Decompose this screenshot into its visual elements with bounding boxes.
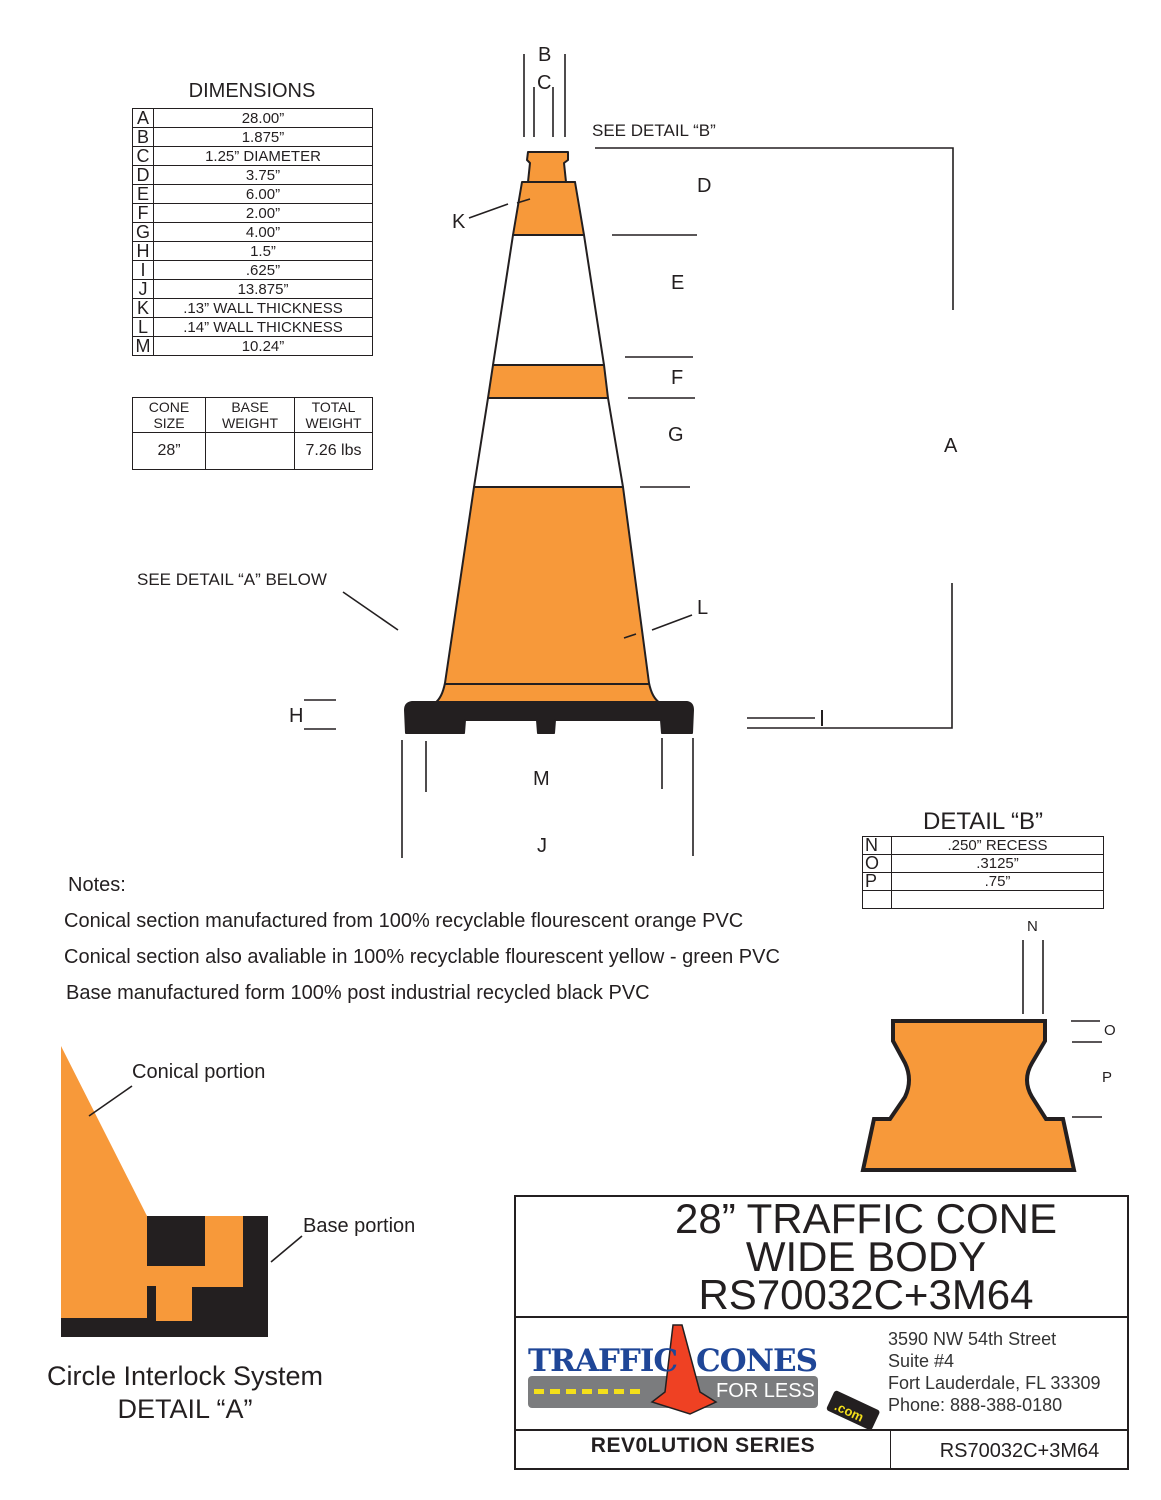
- product-title-line2: WIDE BODY: [745, 1233, 987, 1280]
- cone-base: [405, 702, 693, 733]
- detail-a-drawing: [61, 1046, 302, 1337]
- logo-tagline: FOR LESS: [716, 1380, 815, 1402]
- dimensions-table: [132, 108, 373, 356]
- detail-a-base-label: Base portion: [303, 1215, 416, 1237]
- cone-band-orange-f: [488, 365, 608, 398]
- title-block-company: [516, 1318, 1127, 1431]
- title-block: [514, 1195, 1129, 1470]
- dim-row-a: A 28.00”: [133, 109, 373, 128]
- label-l: L: [697, 597, 709, 619]
- cone-top-cap: [527, 152, 575, 182]
- address-phone: Phone: 888-388-0180: [888, 1395, 1063, 1415]
- callout-see-detail-b: SEE DETAIL “B”: [592, 121, 716, 140]
- dim-row-e: E 6.00”: [133, 185, 373, 204]
- base-weight-cell: [206, 433, 295, 470]
- detail-b-row-empty: [863, 891, 1104, 909]
- label-f: F: [671, 367, 684, 389]
- dim-row-f: F 2.00”: [133, 204, 373, 223]
- detail-b-label-p: P: [1102, 1069, 1113, 1086]
- note-line: Base manufactured form 100% post industrial recycled black PVC: [66, 982, 650, 1004]
- dim-row-i: I .625”: [133, 261, 373, 280]
- product-title-line3: RS70032C+3M64: [698, 1271, 1034, 1318]
- detail-b-row-n: N .250” RECESS: [863, 837, 1104, 855]
- part-number: RS70032C+3M64: [939, 1440, 1100, 1462]
- note-line: Conical section also avaliable in 100% recyclable flourescent yellow - green PVC: [64, 946, 780, 968]
- detail-b-title: DETAIL “B”: [922, 808, 1043, 835]
- detail-b-label-n: N: [1027, 918, 1038, 935]
- label-h: H: [289, 705, 304, 727]
- cone-band-top: [513, 182, 584, 235]
- detail-b-label-o: O: [1104, 1022, 1116, 1039]
- cone-band-white-2: [474, 398, 623, 487]
- weight-table-row: [133, 433, 373, 470]
- cone-body-lower: [435, 487, 660, 703]
- dim-row-h: H 1.5”: [133, 242, 373, 261]
- detail-b-row-o: O .3125”: [863, 855, 1104, 873]
- logo-com-tag-text: .com: [832, 1398, 867, 1425]
- label-d: D: [697, 175, 712, 197]
- dimension-lines: [304, 54, 953, 858]
- dim-row-b: B 1.875”: [133, 128, 373, 147]
- series-name: REV0LUTION SERIES: [516, 1431, 891, 1470]
- notes-section: [64, 874, 780, 1018]
- detail-b-table: [862, 836, 1104, 909]
- total-weight-cell: 7.26 lbs: [295, 433, 373, 470]
- note-line: Conical section manufactured from 100% recyclable flourescent orange PVC: [64, 910, 744, 932]
- detail-b-cap-profile: [863, 1021, 1074, 1170]
- label-g: G: [668, 424, 684, 446]
- dim-row-g: G 4.00”: [133, 223, 373, 242]
- dim-row-l: L .14” WALL THICKNESS: [133, 318, 373, 337]
- label-m: M: [533, 768, 550, 790]
- dim-row-k: K .13” WALL THICKNESS: [133, 299, 373, 318]
- weight-table: [132, 397, 373, 470]
- dim-row-d: D 3.75”: [133, 166, 373, 185]
- callout-see-detail-a: SEE DETAIL “A” BELOW: [137, 570, 327, 589]
- dim-row-c: C 1.25” DIAMETER: [133, 147, 373, 166]
- logo-word-traffic: TRAFFIC: [528, 1343, 678, 1379]
- detail-b-row-p: P .75”: [863, 873, 1104, 891]
- label-a: A: [944, 435, 958, 457]
- product-title-line1: 28” TRAFFIC CONE: [675, 1195, 1057, 1242]
- dim-row-j: J 13.875”: [133, 280, 373, 299]
- label-k: K: [452, 211, 466, 233]
- label-c: C: [537, 72, 552, 94]
- notes-heading: Notes:: [68, 874, 126, 896]
- detail-a-caption: Circle Interlock System DETAIL “A”: [46, 1361, 324, 1424]
- detail-b-drawing: [863, 940, 1102, 1170]
- title-block-footer: [516, 1431, 1127, 1470]
- address-suite: Suite #4: [888, 1351, 955, 1371]
- address-city: Fort Lauderdale, FL 33309: [888, 1373, 1101, 1393]
- detail-a-conical-portion: [61, 1046, 158, 1318]
- logo-word-cones: CONES: [696, 1343, 818, 1379]
- title-block-heading: [516, 1197, 1127, 1318]
- dimensions-title: DIMENSIONS: [188, 80, 316, 102]
- cone-size-cell: 28”: [133, 433, 206, 470]
- weight-table-header: CONE SIZE BASE WEIGHT TOTAL WEIGHT: [133, 398, 373, 433]
- cone-band-white-1: [493, 235, 604, 365]
- label-b: B: [538, 44, 552, 66]
- label-j: J: [537, 835, 547, 857]
- address-street: 3590 NW 54th Street: [888, 1329, 1057, 1349]
- dim-row-m: M 10.24”: [133, 337, 373, 356]
- label-e: E: [671, 272, 685, 294]
- company-address: [888, 1328, 1100, 1416]
- detail-a-conical-label: Conical portion: [132, 1061, 266, 1083]
- traffic-cone-elevation: [405, 152, 693, 733]
